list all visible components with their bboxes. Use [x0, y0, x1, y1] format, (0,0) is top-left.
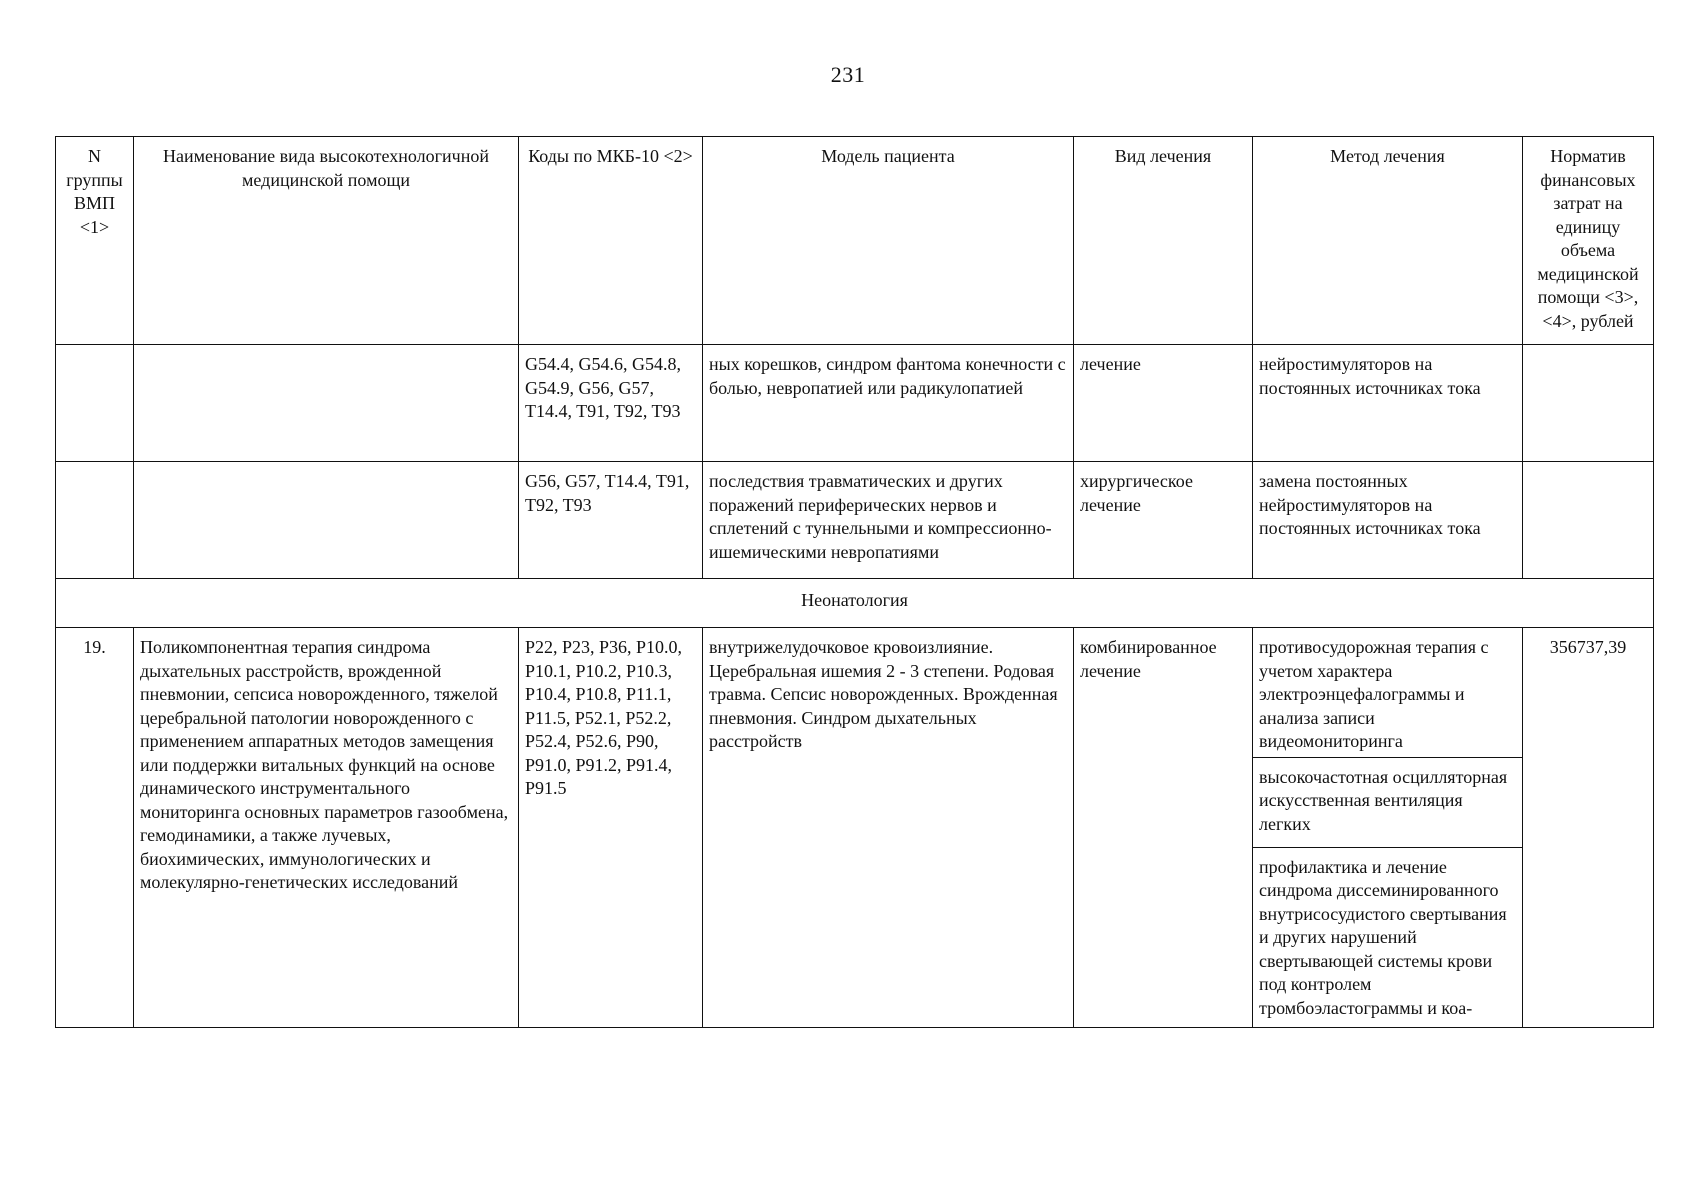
cell-treatment-method: профилактика и лечение синдрома диссеминированного внутрисосудистого свертывания и других нарушений свертывающей системы крови под контролем тромбоэластограммы и коа-: [1253, 847, 1523, 1027]
cell-group-number: 19.: [56, 628, 134, 1028]
cell-group-number: [56, 462, 134, 579]
cell-treatment-method: высокочастотная осцилляторная искусственная вентиляция легких: [1253, 757, 1523, 847]
header-treatment-method: Метод лечения: [1253, 137, 1523, 345]
table-row: [56, 345, 1654, 462]
cell-icd10-codes: G54.4, G54.6, G54.8, G54.9, G56, G57, T14.4, T91, T92, T93: [519, 345, 703, 462]
header-treatment-type: Вид лечения: [1074, 137, 1253, 345]
cell-patient-model: внутрижелудочковое кровоизлияние. Церебральная ишемия 2 - 3 степени. Родовая травма. Сепсис новорожденных. Врожденная пневмония. Синдром дыхательных расстройств: [703, 628, 1074, 1028]
cell-group-number: [56, 345, 134, 462]
cell-patient-model: ных корешков, синдром фантома конечности с болью, невропатией или радикулопатией: [703, 345, 1074, 462]
table-header-row: [56, 137, 1654, 345]
cell-care-type-name: [134, 345, 519, 462]
table-row: [56, 628, 1654, 758]
section-row: [56, 579, 1654, 628]
cell-cost-standard: [1523, 462, 1654, 579]
cell-treatment-method: замена постоянных нейростимуляторов на постоянных источниках тока: [1253, 462, 1523, 579]
cell-cost-standard: [1523, 345, 1654, 462]
cell-treatment-method: противосудорожная терапия с учетом характера электроэнцефалограммы и анализа записи видеомониторинга: [1253, 628, 1523, 758]
header-patient-model: Модель пациента: [703, 137, 1074, 345]
cell-care-type-name: Поликомпонентная терапия синдрома дыхательных расстройств, врожденной пневмонии, сепсиса новорожденного, тяжелой церебральной патологии новорожденного с применением аппаратных методов замещения или поддержки витальных функций на основе динамического инструментального мониторинга основных параметров газообмена, гемодинамики, а также лучевых, биохимических, иммунологических и молекулярно-генетических исследований: [134, 628, 519, 1028]
header-icd10-codes: Коды по МКБ-10 <2>: [519, 137, 703, 345]
header-group-number: N группы ВМП <1>: [56, 137, 134, 345]
header-cost-standard: Норматив финансовых затрат на единицу объема медицинской помощи <3>, <4>, рублей: [1523, 137, 1654, 345]
cell-patient-model: последствия травматических и других поражений периферических нервов и сплетений с туннельными и компрессионно-ишемическими невропатиями: [703, 462, 1074, 579]
cell-treatment-type: лечение: [1074, 345, 1253, 462]
cell-cost-standard: 356737,39: [1523, 628, 1654, 1028]
cell-icd10-codes: P22, P23, P36, P10.0, P10.1, P10.2, P10.3, P10.4, P10.8, P11.1, P11.5, P52.1, P52.2, P52.4, P52.6, P90, P91.0, P91.2, P91.4, P91.5: [519, 628, 703, 1028]
table-row: [56, 462, 1654, 579]
cell-treatment-method: нейростимуляторов на постоянных источниках тока: [1253, 345, 1523, 462]
cell-treatment-type: хирургическое лечение: [1074, 462, 1253, 579]
cell-icd10-codes: G56, G57, T14.4, T91, T92, T93: [519, 462, 703, 579]
page-number: 231: [830, 62, 866, 87]
vmp-table: [55, 136, 1654, 1028]
cell-care-type-name: [134, 462, 519, 579]
cell-treatment-type: комбинированное лечение: [1074, 628, 1253, 1028]
section-title-neonatology: Неонатология: [56, 579, 1654, 628]
header-care-type-name: Наименование вида высокотехнологичной медицинской помощи: [134, 137, 519, 345]
